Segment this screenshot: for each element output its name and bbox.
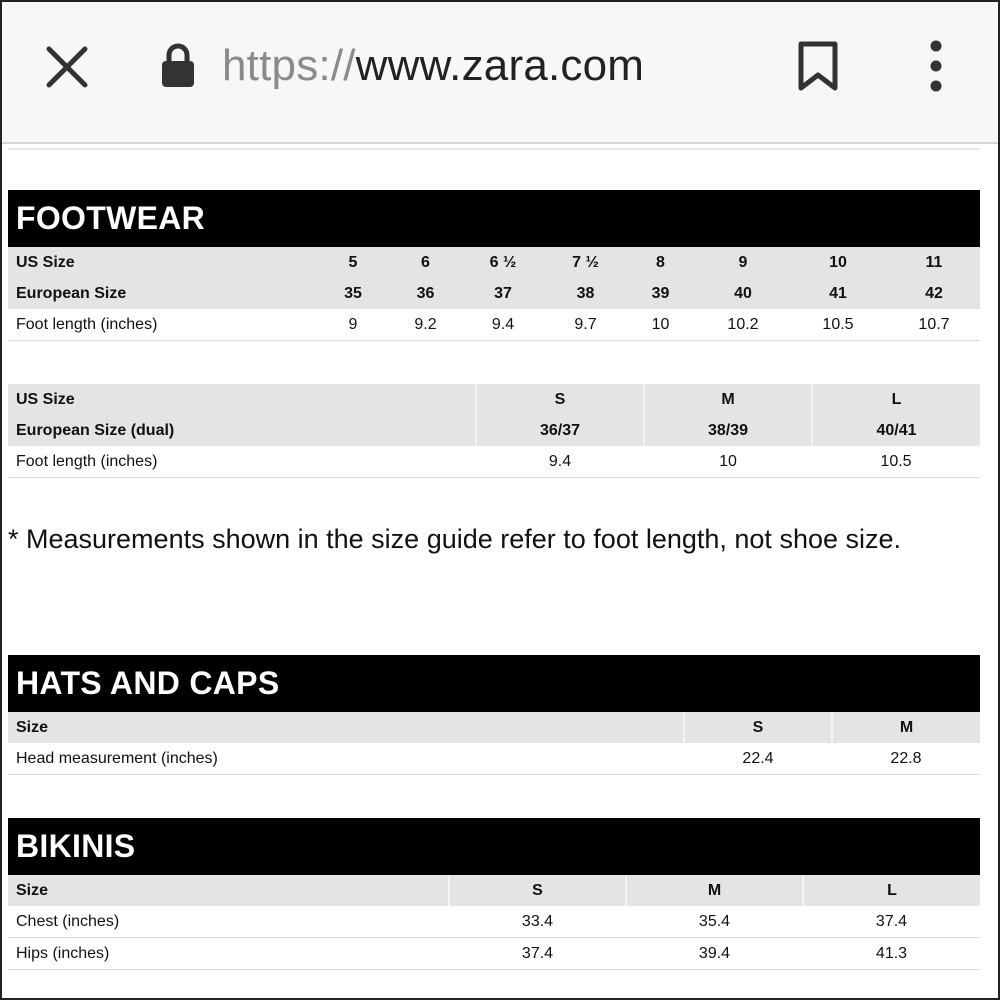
bookmark-icon[interactable] [796,40,840,92]
hats-size-table [8,712,980,775]
table-cell: 9 [313,309,393,341]
table-row [8,446,980,478]
table-cell: 10 [623,309,698,341]
table-cell: M [644,384,812,415]
row-label: Size [8,712,684,743]
table-cell: 39 [623,278,698,309]
row-label: US Size [8,247,313,278]
table-row [8,384,980,415]
bikinis-size-table [8,875,980,970]
table-cell: M [832,712,980,743]
table-row [8,938,980,970]
hats-and-caps-header: HATS AND CAPS [8,655,980,712]
table-cell: 9.4 [458,309,548,341]
table-cell: S [449,875,626,906]
table-cell: 38/39 [644,415,812,446]
table-cell: 11 [888,247,980,278]
table-cell: L [803,875,980,906]
row-label: Size [8,875,449,906]
row-label: US Size [8,384,476,415]
content-top-divider [8,148,980,150]
table-cell: 10.5 [788,309,888,341]
table-row [8,247,980,278]
table-row [8,875,980,906]
row-label: European Size (dual) [8,415,476,446]
row-label: Foot length (inches) [8,446,476,478]
table-row [8,309,980,341]
table-cell: 40 [698,278,788,309]
row-label: Chest (inches) [8,906,449,938]
table-cell: L [812,384,980,415]
table-row [8,278,980,309]
table-cell: 7 ½ [548,247,623,278]
table-row [8,906,980,938]
table-cell: 36/37 [476,415,644,446]
footwear-size-table [8,247,980,341]
table-cell: 10.5 [812,446,980,478]
table-cell: 5 [313,247,393,278]
table-cell: 40/41 [812,415,980,446]
table-cell: 10 [644,446,812,478]
table-cell: 10 [788,247,888,278]
table-cell: S [684,712,832,743]
table-cell: 36 [393,278,458,309]
table-row [8,743,980,775]
table-cell: 9 [698,247,788,278]
table-cell: 35.4 [626,906,803,938]
bikinis-header: BIKINIS [8,818,980,875]
table-cell: 9.2 [393,309,458,341]
table-cell: 22.8 [832,743,980,775]
table-cell: 37 [458,278,548,309]
table-cell: 10.7 [888,309,980,341]
close-icon[interactable] [44,44,90,90]
table-cell: 37.4 [449,938,626,970]
footwear-dual-size-table [8,384,980,478]
footwear-header: FOOTWEAR [8,190,980,247]
table-cell: 6 ½ [458,247,548,278]
table-cell: 39.4 [626,938,803,970]
table-cell: 10.2 [698,309,788,341]
table-cell: S [476,384,644,415]
table-cell: 42 [888,278,980,309]
row-label: Foot length (inches) [8,309,313,341]
browser-toolbar [0,0,1000,144]
table-cell: 33.4 [449,906,626,938]
table-cell: 37.4 [803,906,980,938]
table-row [8,415,980,446]
lock-icon [160,42,196,88]
size-guide-note: * Measurements shown in the size guide refer to foot length, not shoe size. [8,524,902,554]
table-row [8,712,980,743]
more-vert-icon[interactable] [924,40,948,92]
table-cell: 35 [313,278,393,309]
url-scheme: https:// [222,41,356,90]
table-cell: 41.3 [803,938,980,970]
url-host: www.zara.com [355,41,645,90]
table-cell: M [626,875,803,906]
row-label: European Size [8,278,313,309]
table-cell: 9.4 [476,446,644,478]
table-cell: 41 [788,278,888,309]
row-label: Head measurement (inches) [8,743,684,775]
table-cell: 38 [548,278,623,309]
table-cell: 22.4 [684,743,832,775]
row-label: Hips (inches) [8,938,449,970]
table-cell: 6 [393,247,458,278]
address-bar[interactable] [222,38,644,94]
table-cell: 9.7 [548,309,623,341]
table-cell: 8 [623,247,698,278]
